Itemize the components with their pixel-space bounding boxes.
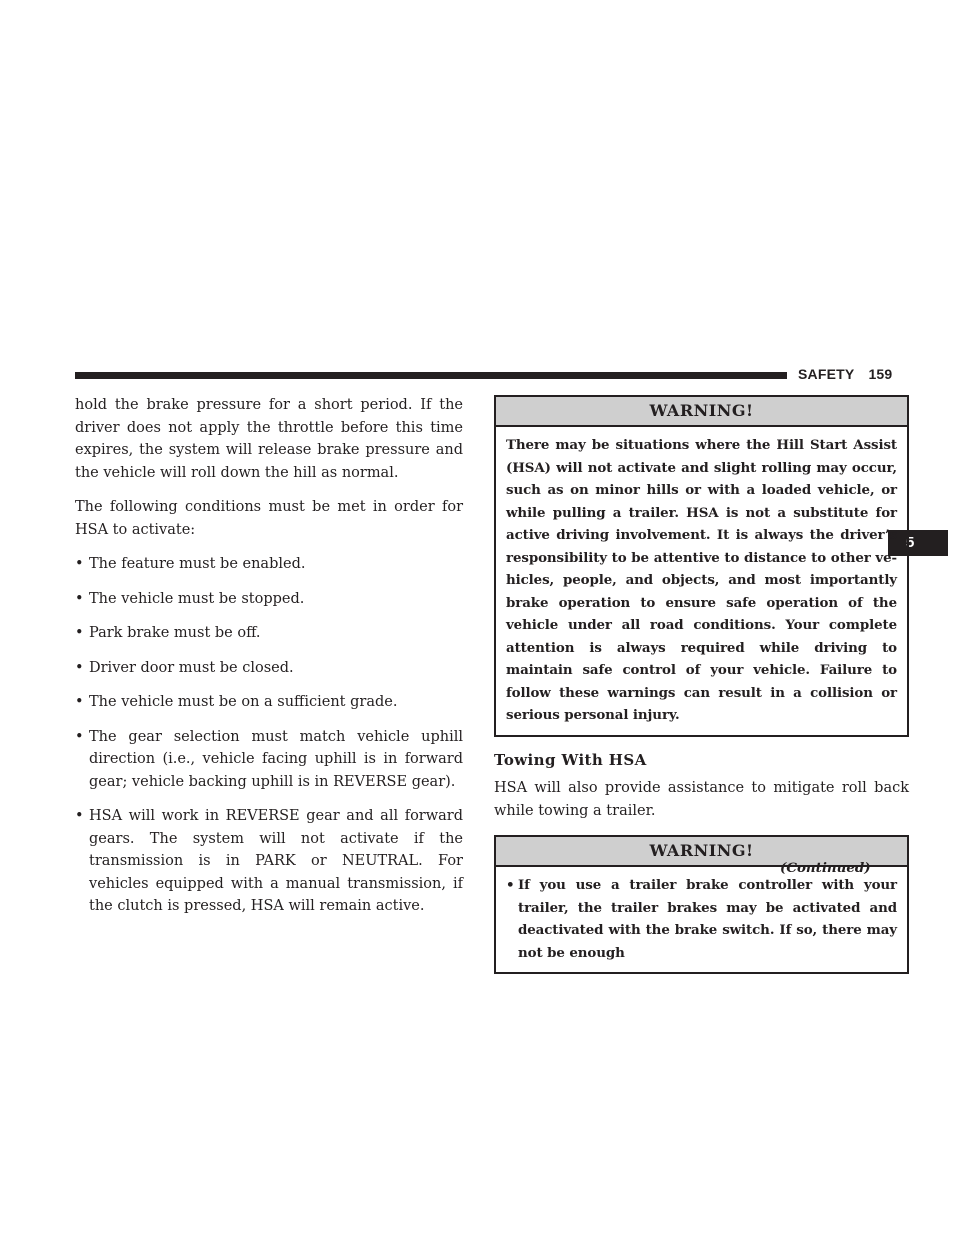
list-item-text: Park brake must be off. (89, 625, 261, 641)
section-name: SAFETY (798, 366, 855, 382)
header-rule (75, 372, 787, 379)
warning-title: WARNING! (496, 837, 907, 867)
running-header (798, 366, 892, 384)
left-column (75, 394, 463, 930)
paragraph: HSA will also provide assistance to mitigate roll back while towing a trailer. (494, 780, 909, 819)
continued-note: (Continued) (780, 860, 871, 876)
paragraph: hold the brake pressure for a short period. If the driver does not apply the throttle before this time expires, the system will release brake pressure and the vehicle will roll down the hill as normal. (75, 397, 463, 481)
warning-bullet-text: If you use a trailer brake controller with your trailer, the trailer brakes may be activated and deactivated with the brake switch. If so, there may not be enough (518, 877, 897, 961)
warning-text (496, 867, 907, 972)
bullet-icon: • (75, 659, 84, 676)
list-item-text: Driver door must be closed. (89, 659, 294, 676)
warning-title: WARNING! (496, 397, 907, 427)
list-item (75, 553, 463, 576)
paragraph: The following conditions must be met in order for HSA to activate: (75, 499, 463, 538)
bullet-icon: • (75, 694, 84, 710)
list-item-text: The feature must be enabled. (89, 556, 306, 572)
list-item (75, 691, 463, 714)
right-column (494, 395, 909, 974)
warning-box (494, 395, 909, 737)
conditions-list (75, 553, 463, 918)
warning-bullet (506, 874, 897, 964)
bullet-icon: • (75, 625, 84, 641)
section-heading: Towing With HSA (494, 750, 647, 769)
list-item (75, 622, 463, 645)
bullet-icon: • (506, 877, 515, 893)
bullet-icon: • (75, 556, 84, 572)
chapter-tab: 5 (888, 530, 948, 556)
list-item-text: The vehicle must be stopped. (89, 590, 305, 607)
page-number: 159 (868, 366, 893, 382)
bullet-icon: • (75, 590, 84, 607)
list-item (75, 657, 463, 680)
list-item-text: HSA will work in REVERSE gear and all forward gears. The system will not activate if the transmission is in PARK or NEUTRAL. For vehicles equipped with a manual transmission, if the clutch is pressed, HSA will remain active. (89, 808, 463, 914)
list-item-text: The vehicle must be on a sufficient grade. (89, 694, 398, 710)
bullet-icon: • (75, 728, 84, 745)
bullet-icon: • (75, 808, 84, 824)
list-item (75, 726, 463, 794)
list-item (75, 588, 463, 611)
list-item-text: The gear selection must match vehicle uphill direction (i.e., vehicle facing uphill is in forward gear; vehicle backing uphill is in REVERSE gear). (89, 728, 463, 790)
warning-box-trailer (494, 835, 909, 974)
warning-text: There may be situations where the Hill Start Assist (HSA) will not activate and slight rolling may occur, such as on minor hills or with a loaded vehicle, or while pulling a trailer. HSA is not a substitute for active driving involvement. It is always the driver’s responsibility to be attentive to distance to other ve-hicles, people, and objects, and most importantly brake operation to ensure safe operation of the vehicle under all road conditions. Your complete attention is always required while driving to maintain safe control of your vehicle. Failure to follow these warnings can result in a collision or serious personal injury. (506, 437, 897, 723)
list-item (75, 805, 463, 918)
